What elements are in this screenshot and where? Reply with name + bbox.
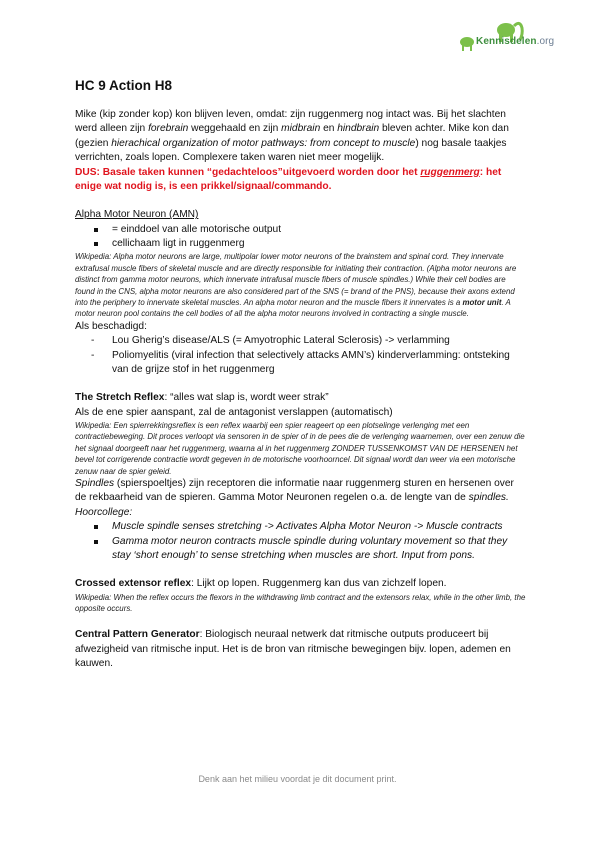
footer-note: Denk aan het milieu voordat je dit document print. <box>198 774 397 784</box>
list-item: - Lou Gherig’s disease/ALS (= Amyotrophic Lateral Sclerosis) -> verlamming <box>75 334 527 348</box>
logo-wordmark[interactable] <box>476 36 554 47</box>
logo-tld: .org <box>536 36 555 47</box>
spindles-paragraph: Spindles (spierspoeltjes) zijn receptoren die informatie naar ruggenmerg sturen en hersenen over de rekbaarheid van de spieren. Gamma Motor Neuronen regelen o.a. de lengte van de spindles. <box>75 478 514 504</box>
stretch-wiki-quote: Wikipedia: Een spierrekkingsreflex is een reflex waarbij een spier reageert op een plotselinge verlenging met een contractiebeweging. Dit proces verloopt via sensoren in de spier of in de pees die de verlenging waarnemen, over een zenuw die het signaal doorgeeft naar het ruggenmerg, waarna al in het ruggenmerg ZONDER TUSSENKOMST VAN DE HERSENEN het bevel tot corrigerende contractie wordt gegeven in de motorische voorhoorncel. Dit signaal wordt dan weer via een motorische zenuw naar de spier geleid. <box>75 420 525 476</box>
amn-heading: Alpha Motor Neuron (AMN) <box>75 209 199 221</box>
crossed-heading: Crossed extensor reflex: Lijkt op lopen. Ruggenmerg kan dus van zichzelf lopen. <box>75 578 447 590</box>
document-body <box>75 78 527 672</box>
damage-list <box>75 334 527 377</box>
list-item: cellichaam ligt in ruggenmerg <box>75 237 527 251</box>
crossed-wiki-quote: Wikipedia: When the reflex occurs the flexors in the withdrawing limb contract and the extensors relax, while in the other limb, the opposite occurs. <box>75 592 526 613</box>
stretch-heading: The Stretch Reflex: “alles wat slap is, wordt weer strak” <box>75 392 329 404</box>
amn-wiki-quote: Wikipedia: Alpha motor neurons are large, multipolar lower motor neurons of the brainstem and spinal cord. They innervate extrafusal muscle fibers of skeletal muscle and are directly responsible for initiating their contraction. (Alpha motor neurons are distinct from gamma motor neurons, which innervate intrafusal muscle fibers of muscle spindles.) While their cell bodies are found in the CNS, alpha motor neurons are also considered part of the SNS (= brand of the PNS), because their axons extend into the periphery to innervate skeletal muscles. An alpha motor neuron and the muscle fibers it innervates is a motor unit. A motor neuron pool contains the cell bodies of all the alpha motor neurons involved in contracting a single muscle. <box>75 252 517 319</box>
amn-bullets <box>75 223 527 252</box>
intro-paragraph: Mike (kip zonder kop) kon blijven leven, omdat: zijn ruggenmerg nog intact was. Bij het slachten werd alleen zijn forebrain weggehaald en zijn midbrain en hindbrain bleven achter. Mike kon dan (gezien hierachical organization of motor pathways: from concept to muscle) nog basale taakjes verrichten, zoals lopen. Complexere taken waren niet meer mogelijk. DUS: Basale taken kunnen “gedachteloos”uitgevoerd worden door het ruggenmerg: het enige wat nodig is, is een prikkel/signaal/commando. <box>75 109 509 193</box>
damage-label: Als beschadigd: <box>75 320 147 332</box>
logo-brand: Kennisdelen <box>476 36 537 47</box>
hoorcollege-label: Hoorcollege: <box>75 506 133 518</box>
stretch-subline: Als de ene spier aanspant, zal de antagonist verslappen (automatisch) <box>75 406 393 418</box>
hoorcollege-bullets <box>75 520 527 563</box>
list-item: - Poliomyelitis (viral infection that selectively attacks AMN’s) kinderverlamming: ontsteking van de grijze stof in het ruggenmerg <box>75 349 527 378</box>
list-item: = einddoel van alle motorische output <box>75 223 527 237</box>
conclusion-text: DUS: Basale taken kunnen “gedachteloos”uitgevoerd worden door het ruggenmerg: het enige wat nodig is, is een prikkel/signaal/commando. <box>75 166 502 193</box>
list-item: Gamma motor neuron contracts muscle spindle during voluntary movement so that they stay ‘short enough’ to sense stretching when muscles are short. Input from pons. <box>75 535 527 564</box>
cpg-paragraph: Central Pattern Generator: Biologisch neuraal netwerk dat ritmische outputs produceert bij afwezigheid van ritmische input. Het is de bron van ritmische bewegingen bijv. lopen, ademen en kauwen. <box>75 629 511 670</box>
page-title: HC 9 Action H8 <box>75 78 173 93</box>
list-item: Muscle spindle senses stretching -> Activates Alpha Motor Neuron -> Muscle contracts <box>75 520 527 534</box>
